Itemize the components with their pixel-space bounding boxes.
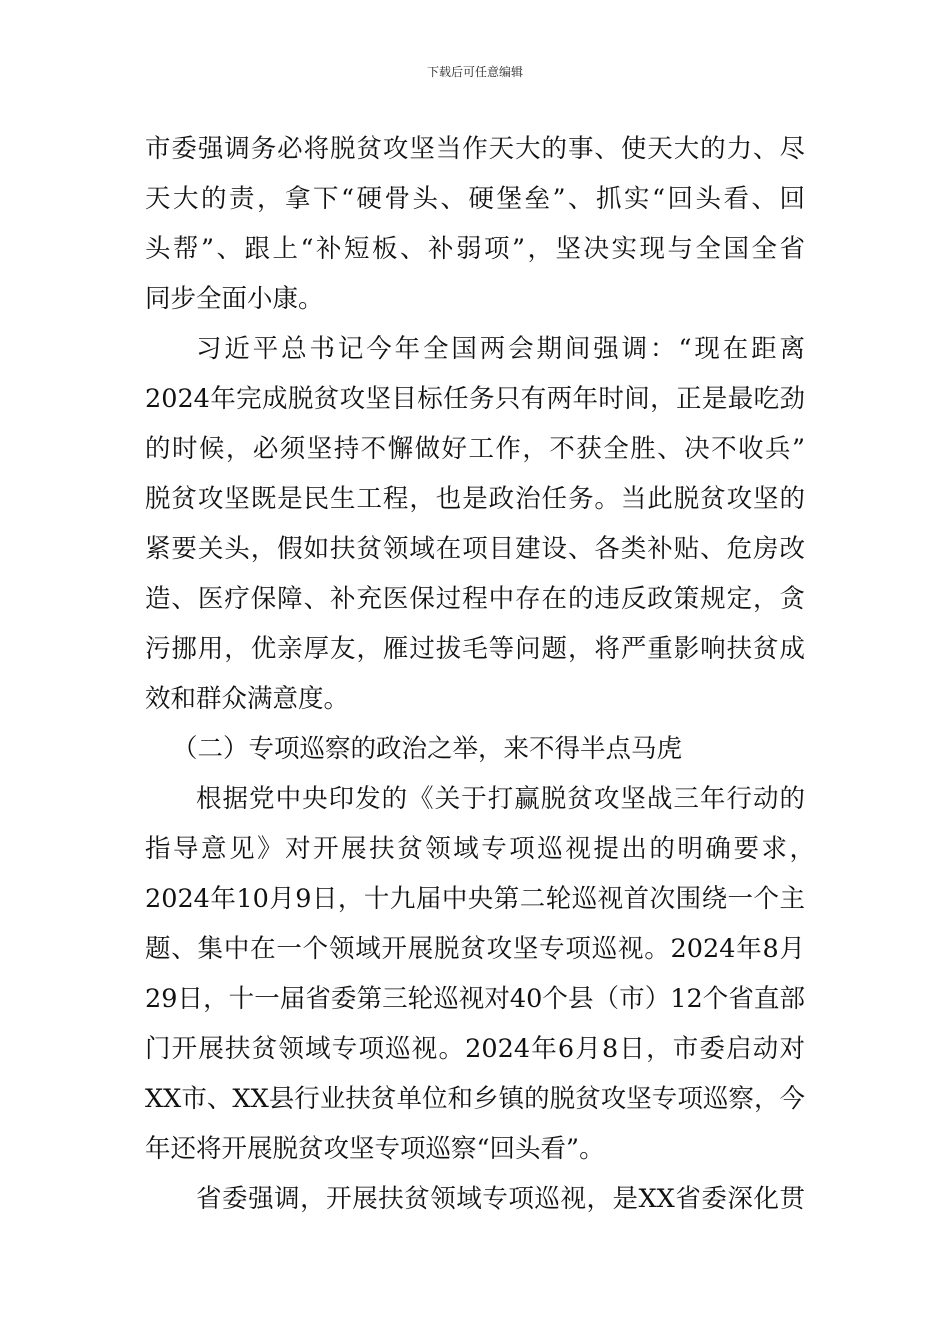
body-line: 污挪用，优亲厚友，雁过拔毛等问题，将严重影响扶贫成: [145, 634, 805, 664]
body-line: 2024年10月9日，十九届中央第二轮巡视首次围绕一个主: [145, 884, 805, 914]
body-line: 门开展扶贫领域专项巡视。2024年6月8日，市委启动对: [145, 1034, 805, 1064]
body-line: 的时候，必须坚持不懈做好工作，不获全胜、决不收兵”: [145, 434, 805, 464]
page-header: 下载后可任意编辑: [426, 65, 523, 79]
section-heading: （二）专项巡察的政治之举，来不得半点马虎: [172, 734, 683, 764]
body-line: XX市、XX县行业扶贫单位和乡镇的脱贫攻坚专项巡察，今: [145, 1084, 805, 1114]
body-line: 指导意见》对开展扶贫领域专项巡视提出的明确要求，: [145, 834, 815, 864]
body-line: 天大的责，拿下“硬骨头、硬堡垒”、抓实“回头看、回: [145, 184, 805, 214]
body-line: 脱贫攻坚既是民生工程，也是政治任务。当此脱贫攻坚的: [145, 484, 805, 514]
body-line: 题、集中在一个领域开展脱贫攻坚专项巡视。2024年8月: [145, 934, 805, 964]
body-line: 习近平总书记今年全国两会期间强调：“现在距离: [196, 334, 805, 364]
body-line: 紧要关头，假如扶贫领域在项目建设、各类补贴、危房改: [145, 534, 805, 564]
body-line: 2024年完成脱贫攻坚目标任务只有两年时间，正是最吃劲: [145, 384, 805, 414]
body-line: 省委强调，开展扶贫领域专项巡视，是XX省委深化贯: [196, 1184, 805, 1214]
body-line: 造、医疗保障、补充医保过程中存在的违反政策规定，贪: [145, 584, 805, 614]
body-line: 同步全面小康。: [145, 284, 324, 314]
body-line: 根据党中央印发的《关于打赢脱贫攻坚战三年行动的: [196, 784, 805, 814]
body-line: 市委强调务必将脱贫攻坚当作天大的事、使天大的力、尽: [145, 134, 805, 164]
body-line: 头帮”、跟上“补短板、补弱项”，坚决实现与全国全省: [145, 234, 805, 264]
body-line: 年还将开展脱贫攻坚专项巡察“回头看”。: [145, 1134, 605, 1164]
body-line: 29日，十一届省委第三轮巡视对40个县（市）12个省直部: [145, 984, 805, 1014]
body-line: 效和群众满意度。: [145, 684, 350, 714]
